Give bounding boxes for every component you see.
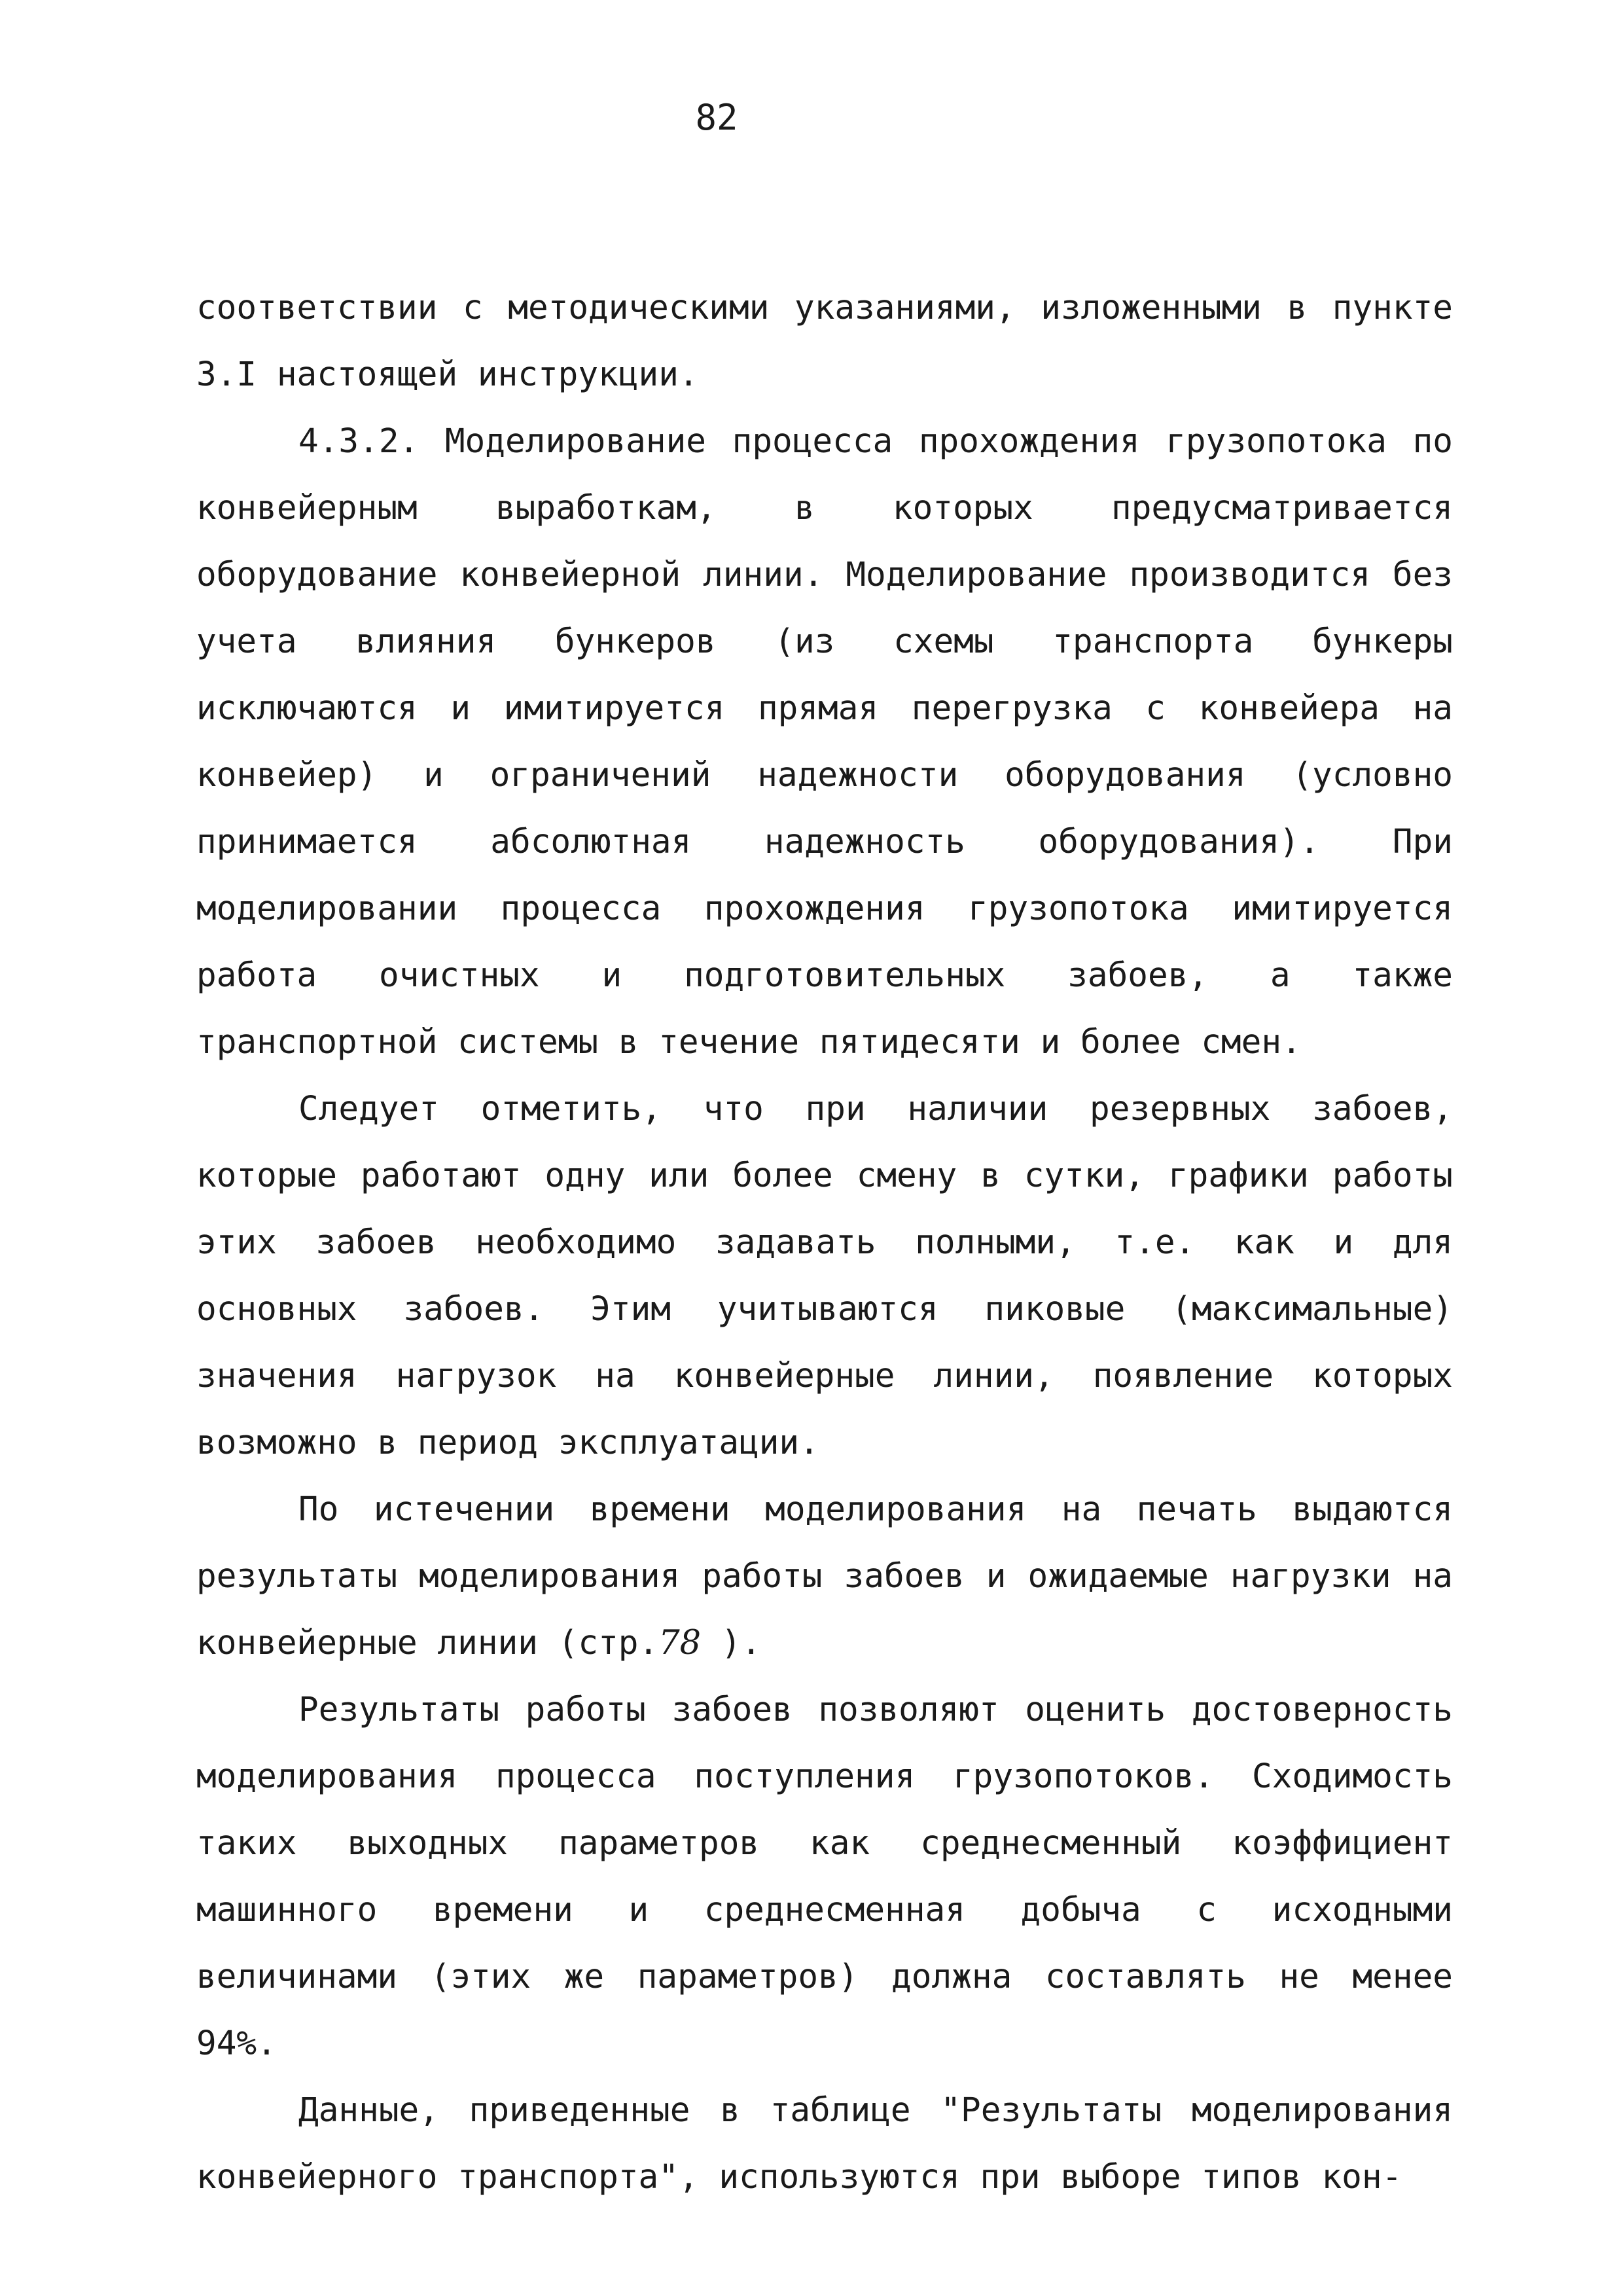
- paragraph-section-4-3-2: 4.3.2. Моделирование процесса прохождения грузопотока по конвейерным выработкам, в которых предусматривается оборудование конвейерной линии. Моделирование производится без учета влияния бункеров (из схемы транспорта бункеры исключаются и имитируется прямая перегрузка с конвейера на конвейер) и ограничений надежности оборудования (условно принимается абсолютная надежность оборудования). При моделировании процесса прохождения грузопотока имитируется работа очистных и подготовительных забоев, а также транспортной системы в течение пятидесяти и более смен.: [196, 422, 1453, 1062]
- paragraph-continuation: соответствии с методическими указаниями, изложенными в пункте 3.I настоящей инструкции.: [196, 289, 1453, 394]
- paragraph-simulation-output: [196, 1477, 1453, 1677]
- paragraph-simulation-output-text: По истечении времени моделирования на печать выдаются результаты моделирования работы забоев и ожидаемые нагрузки на конвейерные линии (стр.: [196, 1490, 1453, 1662]
- paragraph-results-validity: Результаты работы забоев позволяют оценить достоверность моделирования процесса поступления грузопотоков. Сходимость таких выходных параметров как среднесменный коэффициент машинного времени и среднесменная добыча с исходными величинами (этих же параметров) должна составлять не менее 94%.: [196, 1691, 1453, 2063]
- paragraph-simulation-output-end: ).: [701, 1624, 762, 1662]
- paragraph-reserve-faces: Следует отметить, что при наличии резервных забоев, которые работают одну или более смену в сутки, графики работы этих забоев необходимо задавать полными, т.е. как и для основных забоев. Этим учитываются пиковые (максимальные) значения нагрузок на конвейерные линии, появление которых возможно в период эксплуатации.: [196, 1090, 1453, 1462]
- paragraph-table-usage: Данные, приведенные в таблице "Результаты моделирования конвейерного транспорта", используются при выборе типов кон-: [196, 2091, 1453, 2197]
- page-number: 82: [695, 97, 738, 138]
- handwritten-page-reference: 78: [658, 1624, 702, 1662]
- document-body: [196, 275, 1453, 2211]
